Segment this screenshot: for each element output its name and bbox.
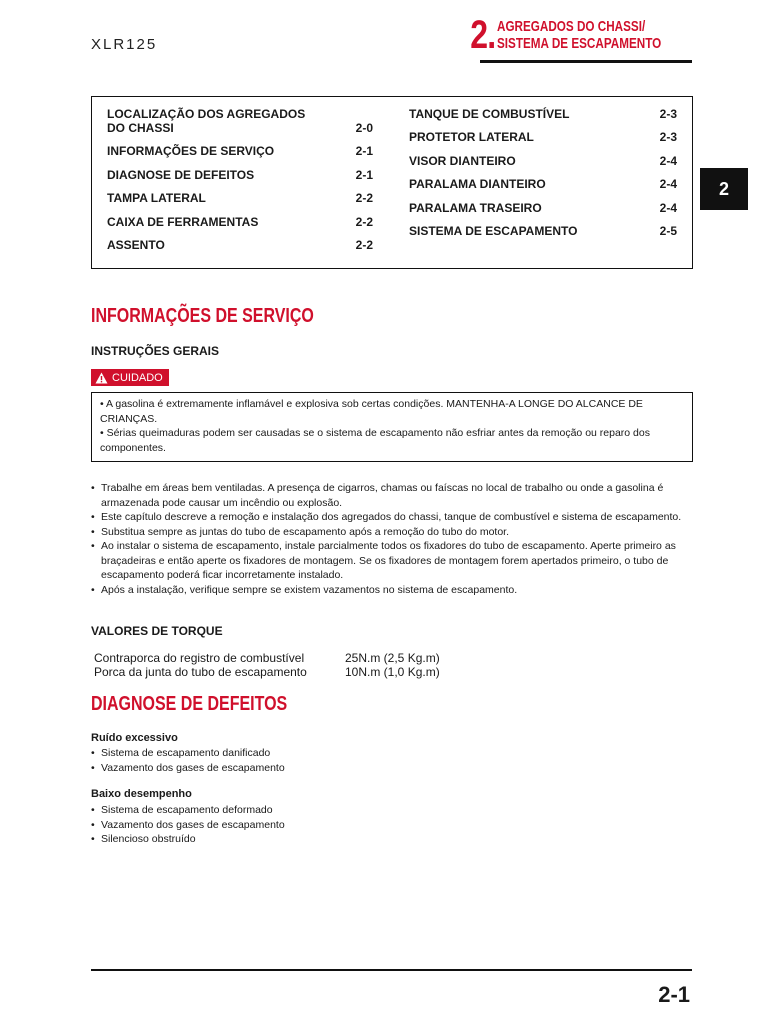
list-item: • Trabalhe em áreas bem ventiladas. A presença de cigarros, chamas ou faíscas no local de trabalho ou onde a gasolina é armazenada pode causar um incêndio ou explosão. — [91, 481, 693, 510]
toc-entry[interactable] — [107, 168, 373, 182]
toc-entry-page: 2-4 — [659, 153, 677, 168]
list-item: • Vazamento dos gases de escapamento — [91, 818, 693, 833]
toc-entry-label: TANQUE DE COMBUSTÍVEL — [409, 107, 570, 121]
toc-entry-label: LOCALIZAÇÃO DOS AGREGADOS DO CHASSI — [107, 107, 306, 135]
torque-item-name: Contraporca do registro de combustível — [94, 651, 305, 665]
list-item: • Sistema de escapamento danificado — [91, 746, 693, 761]
toc-entry-label: SISTEMA DE ESCAPAMENTO — [409, 223, 578, 238]
table-row — [94, 665, 440, 679]
toc-entry-page: 2-1 — [355, 144, 373, 159]
list-item: • Este capítulo descreve a remoção e instalação dos agregados do chassi, tanque de combustível e sistema de escapamento. — [91, 510, 693, 525]
toc-entry-label: PARALAMA DIANTEIRO — [409, 177, 546, 192]
toc-entry-label: PARALAMA TRASEIRO — [409, 200, 542, 215]
toc-entry-page: 2-4 — [659, 177, 677, 192]
table-row — [94, 651, 440, 665]
toc-entry-page: 2-2 — [355, 237, 373, 252]
symptom-heading: Ruído excessivo — [91, 732, 178, 744]
chapter-title-line-2: SISTEMA DE ESCAPAMENTO — [497, 35, 662, 52]
troubleshooting-title: DIAGNOSE DE DEFEITOS — [91, 693, 288, 715]
torque-item-name: Porca da junta do tubo de escapamento — [94, 665, 307, 679]
warning-triangle-icon — [95, 372, 108, 384]
toc-entry-label: TAMPA LATERAL — [107, 191, 206, 206]
caution-box — [91, 392, 693, 462]
toc-entry[interactable] — [107, 144, 373, 158]
list-item: • Após a instalação, verifique sempre se existem vazamentos no sistema de escapamento. — [91, 583, 693, 598]
caution-item: • A gasolina é extremamente inflamável e explosiva sob certas condições. MANTENHA-A LONGE DO ALCANCE DE CRIANÇAS. — [100, 398, 643, 425]
toc-entry[interactable] — [107, 215, 373, 229]
header-rule — [480, 60, 692, 63]
list-item: • Ao instalar o sistema de escapamento, instale parcialmente todos os fixadores do tubo de escapamento. Aperte primeiro as braçadeiras e então aperte os fixadores de montagem. Se os fixadores de montagem forem apertados primeiro, o tubo de escapamento poderá ficar incorretamente instalado. — [91, 539, 693, 583]
toc-entry[interactable] — [107, 191, 373, 205]
toc-entry-label: INFORMAÇÕES DE SERVIÇO — [107, 144, 275, 159]
toc-entry[interactable] — [409, 130, 677, 144]
toc-entry-label: VISOR DIANTEIRO — [409, 153, 516, 168]
list-item: • Substitua sempre as juntas do tubo de escapamento após a remoção do tubo do motor. — [91, 525, 693, 540]
toc-entry-page: 2-3 — [659, 130, 677, 145]
chapter-number: 2. — [469, 12, 495, 57]
torque-item-value: 25N.m (2,5 Kg.m) — [345, 651, 440, 665]
symptom-heading: Baixo desempenho — [91, 788, 192, 800]
caution-text: CUIDADO — [112, 371, 163, 384]
toc-left-column — [107, 107, 373, 261]
toc-entry-page: 2-1 — [355, 167, 373, 182]
toc-entry-page: 2-2 — [355, 191, 373, 206]
footer-rule — [91, 969, 692, 971]
caution-label — [91, 369, 169, 386]
chapter-title — [497, 18, 692, 52]
toc-entry[interactable] — [409, 154, 677, 168]
toc-right-column — [409, 107, 677, 247]
symptom-causes-list — [91, 746, 693, 775]
toc-entry-page: 2-2 — [355, 214, 373, 229]
page-number: 2-1 — [658, 982, 690, 1007]
chapter-side-tab: 2 — [700, 168, 748, 210]
torque-heading: VALORES DE TORQUE — [91, 624, 223, 638]
list-item: • Silencioso obstruído — [91, 832, 693, 847]
toc-entry[interactable] — [409, 224, 677, 238]
general-instructions-heading: INSTRUÇÕES GERAIS — [91, 344, 220, 358]
chapter-title-line-1: AGREGADOS DO CHASSI/ — [497, 18, 646, 35]
toc-entry[interactable] — [107, 238, 373, 252]
torque-item-value: 10N.m (1,0 Kg.m) — [345, 665, 440, 679]
toc-entry[interactable] — [409, 201, 677, 215]
toc-entry[interactable] — [409, 177, 677, 191]
toc-entry-label: ASSENTO — [107, 237, 165, 252]
toc-entry[interactable] — [409, 107, 677, 121]
toc-entry-page: 2-4 — [659, 200, 677, 215]
toc-entry-label: CAIXA DE FERRAMENTAS — [107, 214, 259, 229]
service-info-title: INFORMAÇÕES DE SERVIÇO — [91, 305, 314, 327]
caution-item: • Sérias queimaduras podem ser causadas se o sistema de escapamento não esfriar antes da remoção ou reparo dos componentes. — [100, 427, 650, 454]
list-item: • Sistema de escapamento deformado — [91, 803, 693, 818]
toc-entry-label: PROTETOR LATERAL — [409, 130, 534, 145]
symptom-causes-list — [91, 803, 693, 847]
toc-entry-page: 2-3 — [659, 107, 677, 121]
chapter-heading — [464, 12, 692, 58]
toc-entry[interactable] — [107, 107, 373, 135]
toc-entry-page: 2-5 — [659, 223, 677, 238]
toc-entry-label: DIAGNOSE DE DEFEITOS — [107, 167, 255, 182]
toc-entry-page: 2-0 — [355, 121, 373, 135]
list-item: • Vazamento dos gases de escapamento — [91, 761, 693, 776]
instructions-list — [91, 481, 693, 597]
model-name: XLR125 — [91, 36, 158, 53]
torque-table — [94, 651, 440, 679]
table-of-contents — [91, 96, 693, 269]
